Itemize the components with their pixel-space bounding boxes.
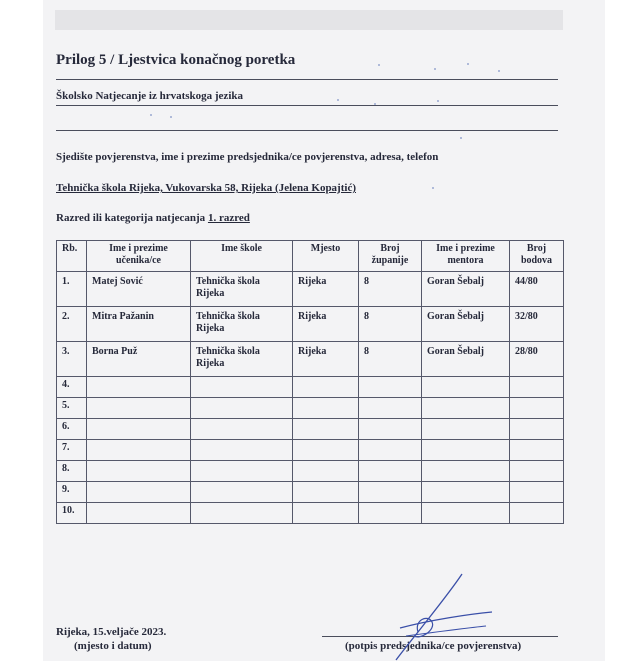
scan-speck	[170, 116, 172, 118]
table-row	[57, 377, 564, 398]
school-cell: Tehnička škola Rijeka	[191, 342, 293, 377]
column-header: Mjesto	[293, 241, 359, 272]
table-row	[57, 461, 564, 482]
school-cell	[191, 461, 293, 482]
rank-cell: 4.	[57, 377, 87, 398]
signature-label: (potpis predsjednika/ce povjerenstva)	[345, 640, 522, 652]
column-header: Ime i prezime mentora	[422, 241, 510, 272]
city-cell	[293, 461, 359, 482]
category-value: 1. razred	[207, 212, 250, 224]
county-cell	[359, 503, 422, 524]
table-row	[57, 503, 564, 524]
points-cell: 44/80	[510, 272, 564, 307]
rank-cell: 7.	[57, 440, 87, 461]
school-cell	[191, 503, 293, 524]
scan-speck	[150, 114, 152, 116]
mentor-cell	[422, 377, 510, 398]
county-cell	[359, 482, 422, 503]
city-cell	[293, 503, 359, 524]
points-cell: 28/80	[510, 342, 564, 377]
place-date-label: (mjesto i datum)	[74, 640, 152, 652]
city-cell	[293, 377, 359, 398]
mentor-cell	[422, 419, 510, 440]
student-cell	[87, 377, 191, 398]
scan-speck	[437, 100, 439, 102]
document-title: Prilog 5 / Ljestvica konačnog poretka	[56, 52, 296, 68]
rank-cell: 2.	[57, 307, 87, 342]
county-cell	[359, 377, 422, 398]
scan-speck	[432, 187, 434, 189]
scan-speck	[378, 64, 380, 66]
student-cell	[87, 419, 191, 440]
county-cell: 8	[359, 342, 422, 377]
school-cell: Tehnička škola Rijeka	[191, 307, 293, 342]
school-cell	[191, 482, 293, 503]
school-cell	[191, 440, 293, 461]
rank-cell: 9.	[57, 482, 87, 503]
school-cell	[191, 419, 293, 440]
column-header: Ime i prezime učenika/ce	[87, 241, 191, 272]
student-cell: Matej Sović	[87, 272, 191, 307]
county-cell: 8	[359, 307, 422, 342]
column-header: Broj bodova	[510, 241, 564, 272]
scan-speck	[434, 68, 436, 70]
column-header: Broj županije	[359, 241, 422, 272]
rank-cell: 6.	[57, 419, 87, 440]
scan-speck	[460, 137, 462, 139]
points-cell	[510, 461, 564, 482]
county-cell	[359, 440, 422, 461]
table-row	[57, 482, 564, 503]
county-cell: 8	[359, 272, 422, 307]
mentor-cell: Goran Šebalj	[422, 342, 510, 377]
seat-label: Sjedište povjerenstva, ime i prezime predsjednika/ce povjerenstva, adresa, telefon	[56, 151, 439, 163]
scan-speck	[337, 99, 339, 101]
column-header: Rb.	[57, 241, 87, 272]
scan-speck	[374, 103, 376, 105]
points-cell	[510, 398, 564, 419]
student-cell: Borna Puž	[87, 342, 191, 377]
rank-cell: 3.	[57, 342, 87, 377]
school-cell	[191, 377, 293, 398]
county-cell	[359, 419, 422, 440]
points-cell	[510, 377, 564, 398]
points-cell	[510, 503, 564, 524]
handwritten-signature	[380, 570, 520, 661]
table-row	[57, 440, 564, 461]
county-cell	[359, 398, 422, 419]
competition-name: Školsko Natjecanje iz hrvatskoga jezika	[56, 90, 243, 102]
city-cell	[293, 419, 359, 440]
student-cell	[87, 503, 191, 524]
mentor-cell	[422, 461, 510, 482]
points-cell	[510, 482, 564, 503]
city-cell	[293, 440, 359, 461]
table-header-row	[57, 241, 564, 272]
city-cell: Rijeka	[293, 307, 359, 342]
city-cell: Rijeka	[293, 272, 359, 307]
table-row	[57, 307, 564, 342]
divider	[56, 79, 558, 80]
mentor-cell	[422, 440, 510, 461]
divider	[56, 130, 558, 131]
rank-cell: 10.	[57, 503, 87, 524]
category-label: Razred ili kategorija natjecanja	[56, 212, 206, 224]
student-cell	[87, 398, 191, 419]
city-cell: Rijeka	[293, 342, 359, 377]
column-header: Ime škole	[191, 241, 293, 272]
seat-value: Tehnička škola Rijeka, Vukovarska 58, Rijeka (Jelena Kopajtić)	[56, 182, 356, 194]
table-row	[57, 342, 564, 377]
rank-cell: 8.	[57, 461, 87, 482]
mentor-cell: Goran Šebalj	[422, 272, 510, 307]
place-date: Rijeka, 15.veljače 2023.	[56, 626, 167, 638]
rank-cell: 5.	[57, 398, 87, 419]
points-cell: 32/80	[510, 307, 564, 342]
student-cell	[87, 482, 191, 503]
city-cell	[293, 482, 359, 503]
school-cell	[191, 398, 293, 419]
points-cell	[510, 440, 564, 461]
category-line	[56, 212, 250, 224]
mentor-cell	[422, 482, 510, 503]
points-cell	[510, 419, 564, 440]
rank-cell: 1.	[57, 272, 87, 307]
results-table	[56, 240, 564, 524]
table-row	[57, 398, 564, 419]
mentor-cell: Goran Šebalj	[422, 307, 510, 342]
table-row	[57, 419, 564, 440]
school-cell: Tehnička škola Rijeka	[191, 272, 293, 307]
county-cell	[359, 461, 422, 482]
student-cell	[87, 440, 191, 461]
mentor-cell	[422, 503, 510, 524]
student-cell	[87, 461, 191, 482]
scan-speck	[498, 70, 500, 72]
divider	[56, 105, 558, 106]
city-cell	[293, 398, 359, 419]
scan-speck	[467, 63, 469, 65]
student-cell: Mitra Pažanin	[87, 307, 191, 342]
scan-header-band	[55, 10, 563, 30]
table-row	[57, 272, 564, 307]
mentor-cell	[422, 398, 510, 419]
